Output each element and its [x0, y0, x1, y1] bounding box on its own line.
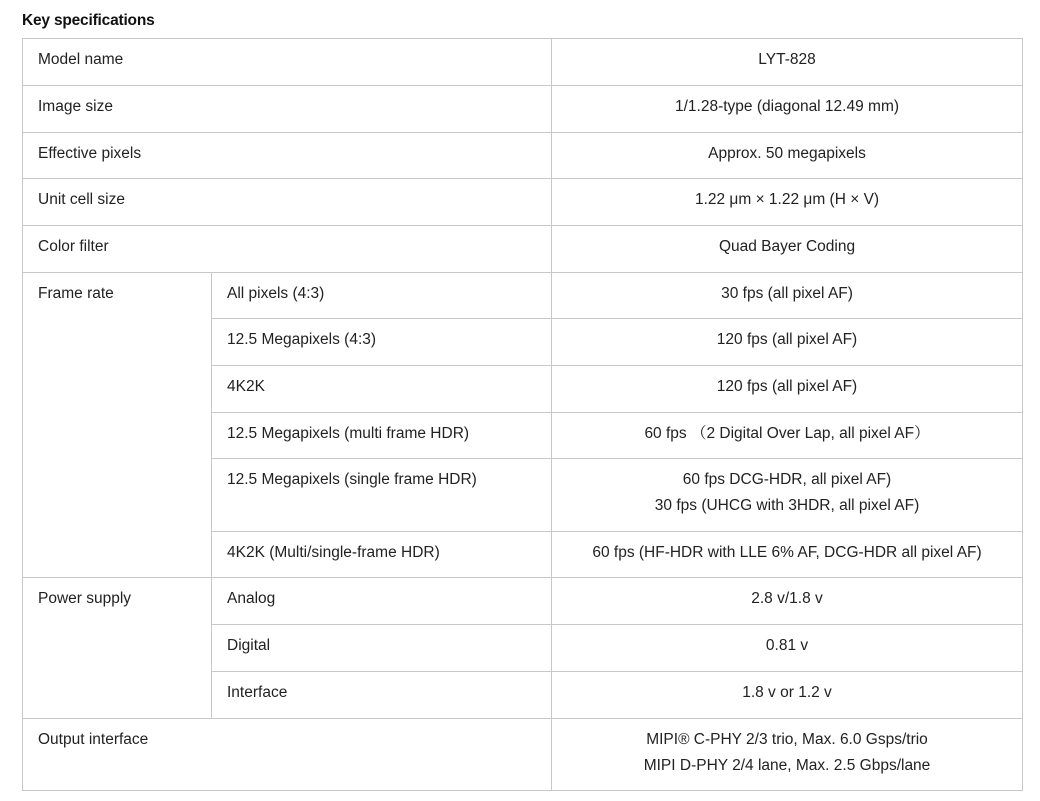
table-row — [23, 578, 1023, 625]
row-value-image-size: 1/1.28-type (diagonal 12.49 mm) — [552, 86, 1023, 133]
sub-value: 60 fps (HF-HDR with LLE 6% AF, DCG-HDR all pixel AF) — [552, 532, 1023, 578]
row-value-unit-cell-size: 1.22 μm × 1.22 μm (H × V) — [552, 179, 1023, 226]
sub-value: 60 fps （2 Digital Over Lap, all pixel AF） — [552, 413, 1023, 459]
row-label-output-interface: Output interface — [23, 719, 552, 791]
value-line: MIPI® C-PHY 2/3 trio, Max. 6.0 Gsps/trio — [646, 731, 928, 748]
specifications-table — [22, 38, 1023, 791]
sub-value — [552, 459, 1023, 532]
table-row — [23, 133, 1023, 179]
sub-value: 2.8 v/1.8 v — [552, 578, 1023, 625]
sub-label: 12.5 Megapixels (single frame HDR) — [212, 459, 552, 532]
table-row — [23, 719, 1023, 791]
table-row — [23, 39, 1023, 86]
table-row — [23, 226, 1023, 273]
sub-label: Analog — [212, 578, 552, 625]
value-line: MIPI D-PHY 2/4 lane, Max. 2.5 Gbps/lane — [643, 757, 931, 774]
row-label-power-supply: Power supply — [23, 578, 212, 719]
row-value-effective-pixels: Approx. 50 megapixels — [552, 133, 1023, 179]
sub-label: 12.5 Megapixels (4:3) — [212, 319, 552, 366]
row-label-frame-rate: Frame rate — [23, 273, 212, 578]
sub-label: Interface — [212, 672, 552, 719]
row-value-model-name: LYT-828 — [552, 39, 1023, 86]
value-line: 30 fps (UHCG with 3HDR, all pixel AF) — [654, 497, 920, 514]
table-row — [23, 273, 1023, 319]
row-label-model-name: Model name — [23, 39, 552, 86]
sub-value: 120 fps (all pixel AF) — [552, 366, 1023, 413]
sub-value: 0.81 v — [552, 625, 1023, 672]
sub-label: 12.5 Megapixels (multi frame HDR) — [212, 413, 552, 459]
sub-label: 4K2K — [212, 366, 552, 413]
table-row — [23, 86, 1023, 133]
row-value-color-filter: Quad Bayer Coding — [552, 226, 1023, 273]
row-label-image-size: Image size — [23, 86, 552, 133]
table-row — [23, 179, 1023, 226]
sub-value: 120 fps (all pixel AF) — [552, 319, 1023, 366]
sub-value: 30 fps (all pixel AF) — [552, 273, 1023, 319]
row-value-output-interface — [552, 719, 1023, 791]
sub-label: Digital — [212, 625, 552, 672]
row-label-color-filter: Color filter — [23, 226, 552, 273]
row-label-unit-cell-size: Unit cell size — [23, 179, 552, 226]
row-label-effective-pixels: Effective pixels — [23, 133, 552, 179]
section-heading: Key specifications — [22, 12, 155, 29]
sub-value: 1.8 v or 1.2 v — [552, 672, 1023, 719]
value-line: 60 fps DCG-HDR, all pixel AF) — [682, 471, 892, 488]
sub-label: All pixels (4:3) — [212, 273, 552, 319]
sub-label: 4K2K (Multi/single-frame HDR) — [212, 532, 552, 578]
